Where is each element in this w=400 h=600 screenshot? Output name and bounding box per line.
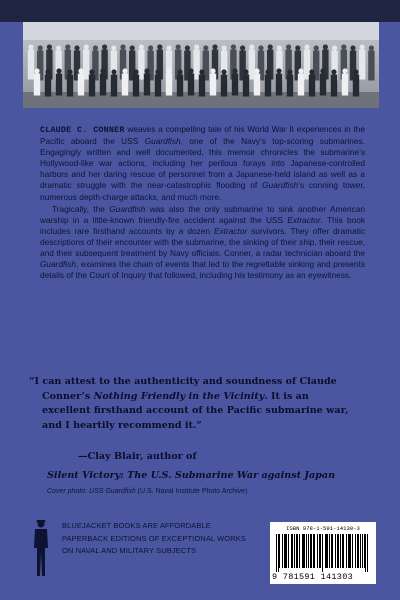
- author-name: CLAUDE C. CONNER: [40, 125, 125, 135]
- publisher-series-note: BLUEJACKET BOOKS ARE AFFORDABLE PAPERBACK EDITIONS OF EXCEPTIONAL WORKS ON NAVAL AND MILITARY SUBJECTS: [62, 521, 246, 555]
- description-text: [40, 124, 365, 281]
- barcode-digits: 9 781591 141303: [272, 572, 354, 582]
- barcode-bars: [276, 534, 370, 572]
- isbn-label: ISBN 978-1-591-14130-3: [286, 525, 360, 532]
- quoted-book-title: Nothing Friendly in the Vicinity: [93, 390, 265, 402]
- top-band: [0, 0, 400, 22]
- quote-line-3: excellent firsthand account of the Pacific submarine war,: [42, 405, 349, 417]
- quote-line-4: and I heartily recommend it.”: [42, 419, 202, 431]
- paragraph-2: Tragically, the Guardfish was also the only submarine to sink another American warship in a little-known friendly-fire accident against the USS Extractor. This book includes rare firsthand accounts by a dozen Extractor survivors. They offer dramatic descriptions of their encounter with the submarine, the sinking of their ship, their rescue, and their subsequent treatment by Navy officials. Conner, a radar technician aboard the Guardfish, examines the chain of events that led to the regrettable sinking and presents details of the Court of Inquiry that followed, including his testimony as an eyewitness.: [40, 203, 365, 281]
- paragraph-1: CLAUDE C. CONNER weaves a compelling tale of his World War II experiences in the Pacific aboard the USS Guardfish, one of the Navy’s top-scoring submarines. Engagingly written and well documented, this memoir chronicles the submarine’s Hollywood-like war actions, including her perilous forays into Japanese-controlled harbors and her daring rescue of personnel from a Japanese-held island as well as a dramatic struggle with the near-catastrophic flooding of Guardfish’s conning tower, numerous depth-charge attacks, and much more.: [40, 124, 366, 202]
- quote-line-2: Conner’s Nothing Friendly in the Vicinity. It is an: [42, 390, 309, 402]
- attribution-book-title: Silent Victory: The U.S. Submarine War against Japan: [47, 470, 336, 481]
- crew-group-photo: [23, 22, 379, 108]
- isbn-barcode: [270, 522, 376, 584]
- endorsement-quote: [29, 375, 369, 433]
- quote-line-1: “I can attest to the authenticity and soundness of Claude: [29, 376, 337, 387]
- cover-photo-credit: Cover photo: USS Guardfish (U.S. Naval Institute Photo Archive): [47, 488, 248, 495]
- sailor-silhouette-icon: [30, 518, 52, 578]
- quote-attribution: —Clay Blair, author of: [78, 451, 197, 462]
- crew-photo-illustration: [23, 22, 379, 108]
